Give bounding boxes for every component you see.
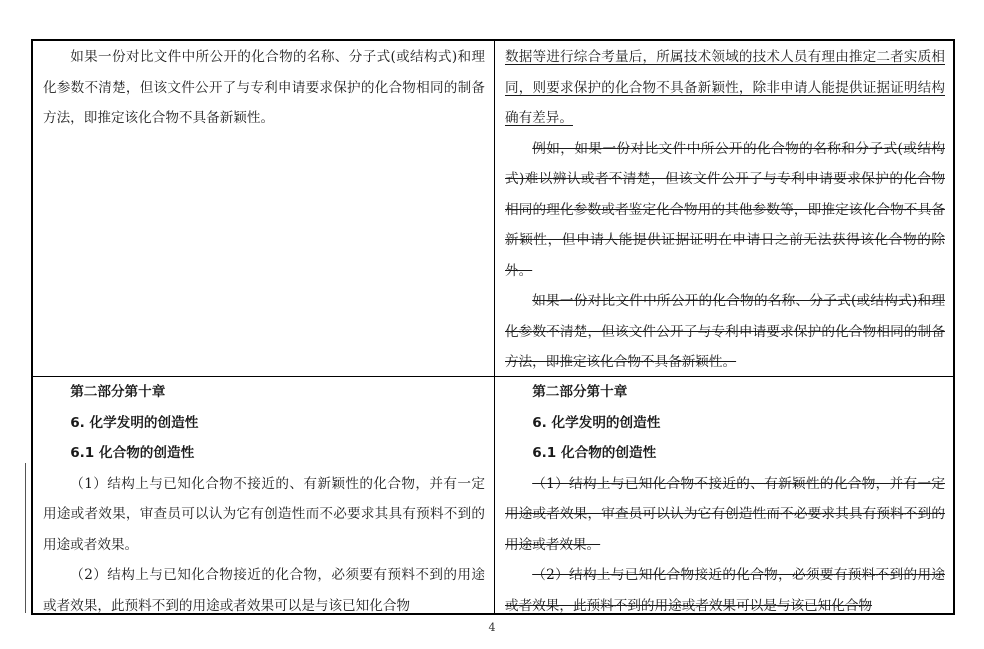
- section-heading: 第二部分第十章: [532, 384, 628, 400]
- subsubsection-heading: 6.1 化合物的创造性: [532, 445, 657, 461]
- page-number: 4: [488, 621, 496, 634]
- added-paragraph: 数据等进行综合考量后，所属技术领域的技术人员有理由推定二者实质相同，则要求保护的化合物不具备新颖性，除非申请人能提供证据证明结构确有差异。: [505, 49, 945, 126]
- column-divider: [494, 41, 495, 613]
- deleted-item-1: （1）结构上与已知化合物不接近的、有新颖性的化合物，并有一定用途或者效果，审查员可以认为它有创造性而不必要求其具有预料不到的用途或者效果。: [505, 475, 945, 553]
- original-item-2: （2）结构上与已知化合物接近的化合物，必须要有预料不到的用途或者效果，此预料不到的用途或者效果可以是与该已知化合物: [43, 567, 485, 614]
- cell-original-bottom: [37, 377, 491, 621]
- comparison-table: [31, 39, 955, 615]
- cell-revised-bottom: [499, 377, 951, 621]
- deleted-paragraph-example: 例如，如果一份对比文件中所公开的化合物的名称和分子式(或结构式)难以辨认或者不清楚，但该文件公开了与专利申请要求保护的化合物相同的理化参数或者鉴定化合物用的其他参数等，即推定该化合物不具备新颖性，但申请人能提供证据证明在申请日之前无法获得该化合物的除外。: [505, 140, 945, 279]
- subsubsection-heading: 6.1 化合物的创造性: [70, 445, 195, 461]
- original-item-1: （1）结构上与已知化合物不接近的、有新颖性的化合物，并有一定用途或者效果，审查员可以认为它有创造性而不必要求其具有预料不到的用途或者效果。: [43, 475, 485, 553]
- deleted-item-2: （2）结构上与已知化合物接近的化合物，必须要有预料不到的用途或者效果，此预料不到的用途或者效果可以是与该已知化合物: [505, 567, 945, 614]
- original-paragraph: 如果一份对比文件中所公开的化合物的名称、分子式(或结构式)和理化参数不清楚，但该文件公开了与专利申请要求保护的化合物相同的制备方法，即推定该化合物不具备新颖性。: [43, 49, 485, 126]
- revision-bar: [25, 463, 26, 613]
- subsection-heading: 6. 化学发明的创造性: [532, 414, 661, 431]
- cell-original-top: [37, 42, 491, 134]
- cell-revised-top: [499, 42, 951, 378]
- deleted-paragraph-method: 如果一份对比文件中所公开的化合物的名称、分子式(或结构式)和理化参数不清楚，但该文件公开了与专利申请要求保护的化合物相同的制备方法，即推定该化合物不具备新颖性。: [505, 293, 945, 370]
- section-heading: 第二部分第十章: [70, 384, 166, 400]
- subsection-heading: 6. 化学发明的创造性: [70, 414, 199, 431]
